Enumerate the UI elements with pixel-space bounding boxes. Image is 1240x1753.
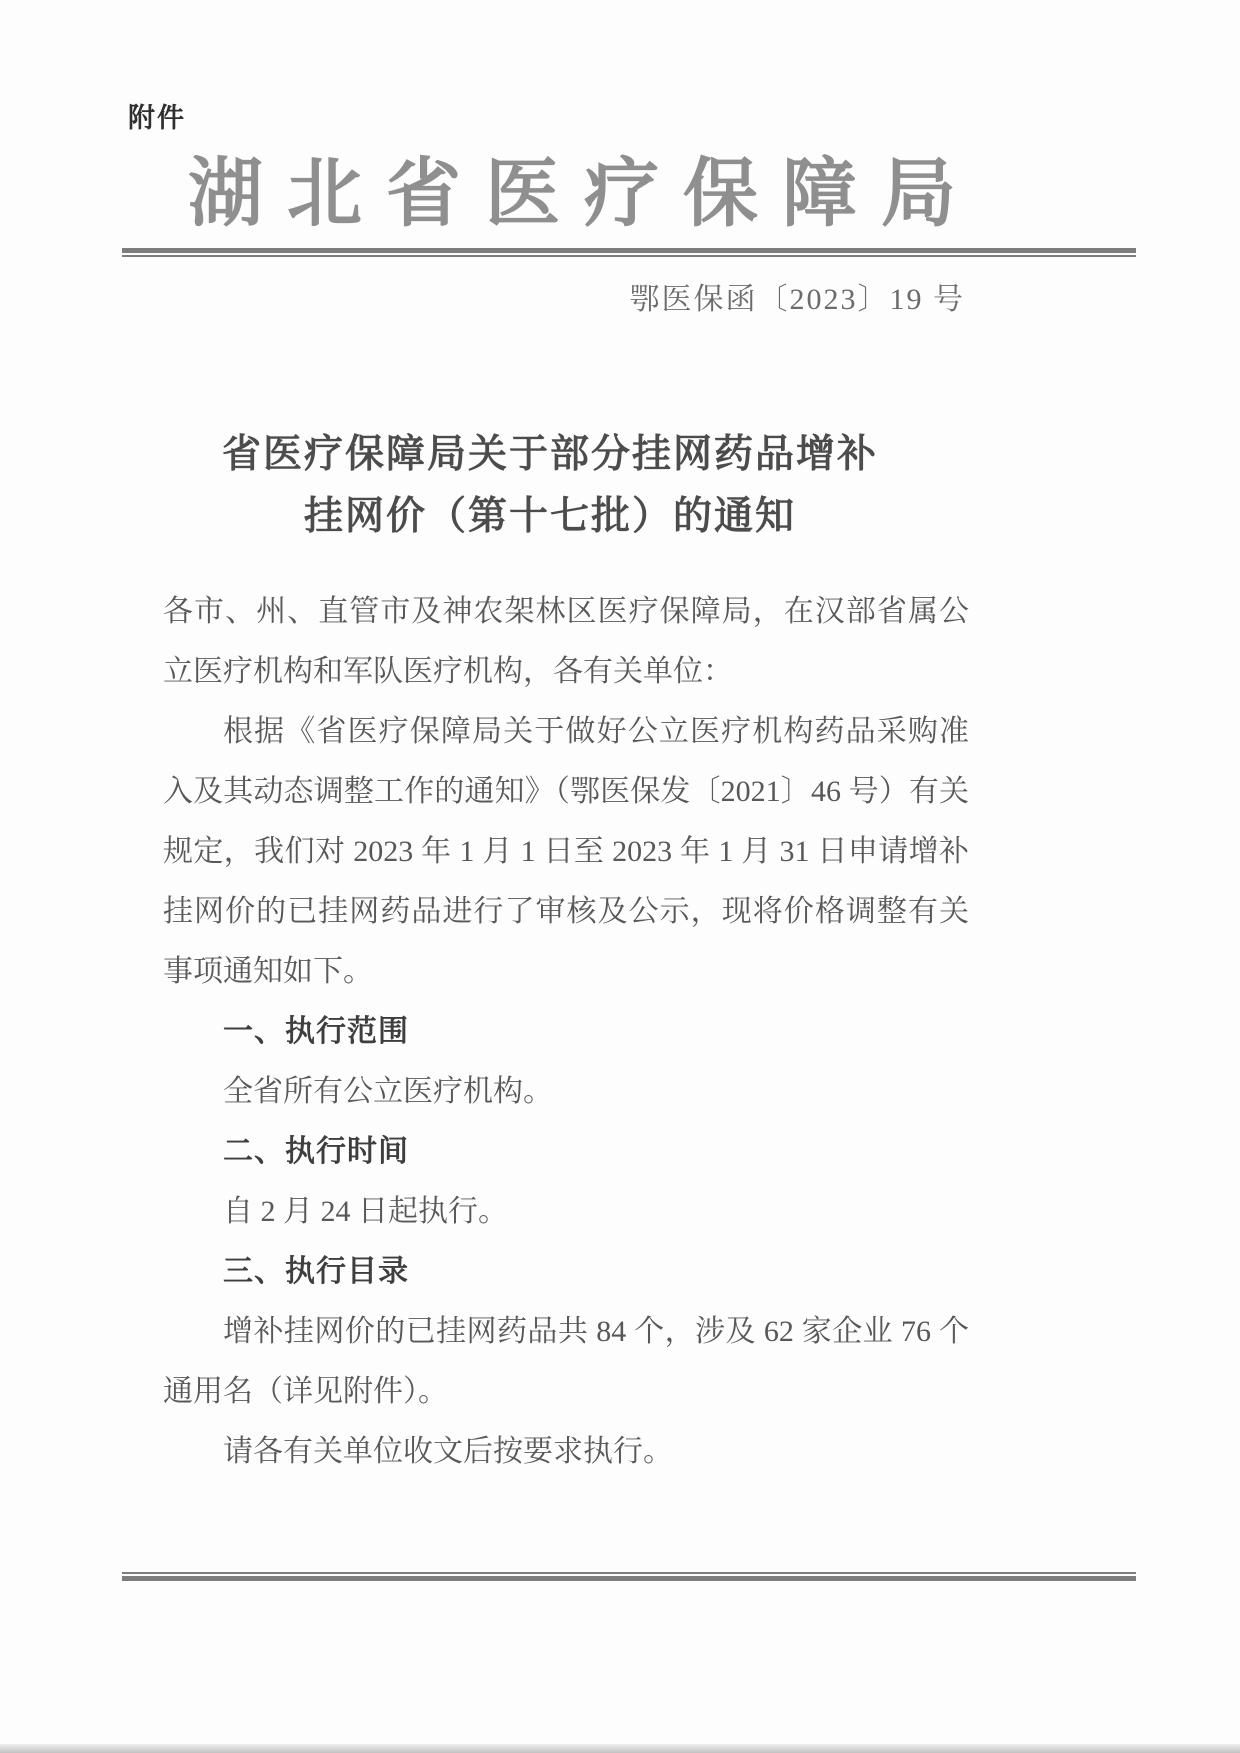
section-heading-1: 一、执行范围 <box>223 1015 409 1048</box>
document-body <box>163 582 969 1482</box>
document-title-line-1: 省医疗保障局关于部分挂网药品增补 <box>221 433 878 476</box>
header-divider-rule <box>122 248 1136 257</box>
attachment-label: 附件 <box>128 103 186 133</box>
section-heading-3: 三、执行目录 <box>223 1255 409 1288</box>
section-heading-2: 二、执行时间 <box>223 1135 409 1168</box>
document-title <box>130 424 970 548</box>
document-number: 鄂医保函〔2023〕19 号 <box>629 283 965 316</box>
section-body-1: 全省所有公立医疗机构。 <box>223 1075 553 1108</box>
document-title-line-2: 挂网价（第十七批）的通知 <box>303 495 796 538</box>
closing-paragraph: 请各有关单位收文后按要求执行。 <box>223 1435 673 1468</box>
intro-paragraph: 根据《省医疗保障局关于做好公立医疗机构药品采购准入及其动态调整工作的通知》（鄂医保发〔2021〕46 号）有关规定，我们对 2023 年 1 月 1 日至 2023 年 1 月 31 日申请增补挂网价的已挂网药品进行了审核及公示，现将价格调整有关事项通知如下。 <box>163 715 969 988</box>
section-body-3: 增补挂网价的已挂网药品共 84 个，涉及 62 家企业 76 个通用名（详见附件）。 <box>163 1315 969 1408</box>
section-body-2: 自 2 月 24 日起执行。 <box>223 1195 508 1228</box>
scan-edge-artifact <box>0 1744 1240 1753</box>
agency-name: 湖北省医疗保障局 <box>187 153 980 236</box>
salutation-paragraph: 各市、州、直管市及神农架林区医疗保障局，在汉部省属公立医疗机构和军队医疗机构，各有关单位： <box>163 595 969 688</box>
footer-divider-rule <box>122 1572 1136 1581</box>
